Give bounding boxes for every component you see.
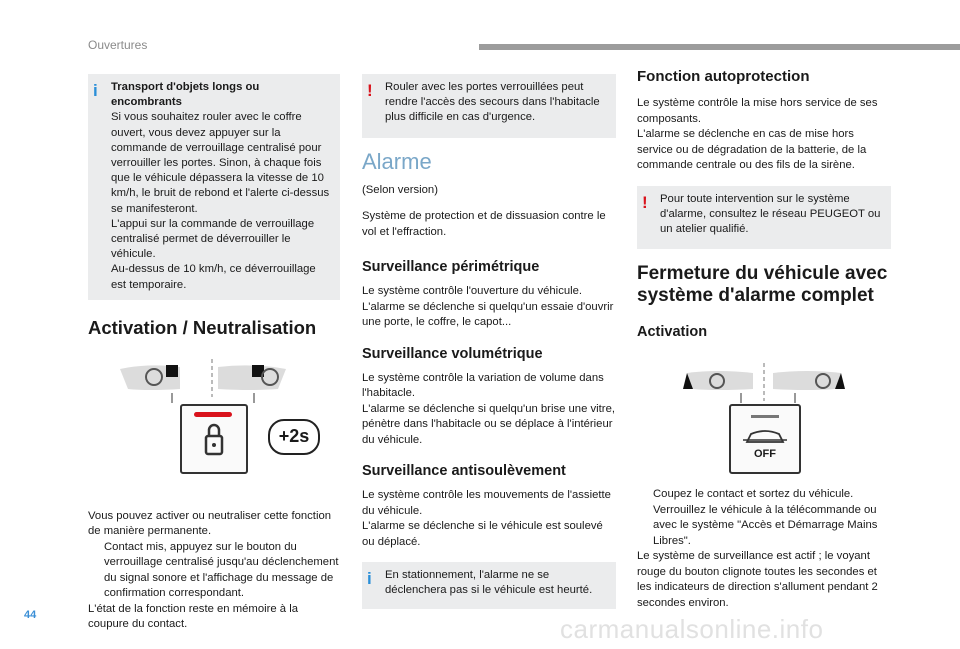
text-perimetrique: Le système contrôle l'ouverture du véhicule. L'alarme se déclenche si quelqu'un essaie d'ouvrir une porte, le coffre, le capot... <box>362 285 614 329</box>
activation-intro: Vous pouvez activer ou neutraliser cette fonction de manière permanente. <box>88 509 332 538</box>
list-item <box>88 540 340 602</box>
info-text: En stationnement, l'alarme ne se déclenchera pas si le véhicule est heurté. <box>385 569 593 597</box>
bullet-symbol <box>637 487 653 503</box>
warning-icon: ! <box>367 81 373 100</box>
header-bar <box>479 44 960 50</box>
lock-illustration <box>88 347 340 495</box>
page-title-alarme: Alarme <box>362 148 432 174</box>
info-icon: i <box>93 81 98 100</box>
info-icon: i <box>367 569 372 589</box>
alarm-off-button-icon[interactable] <box>729 404 801 474</box>
heading-activation-alarm: Activation <box>637 324 708 341</box>
alarm-description: Système de protection et de dissuasion contre le vol et l'effraction. <box>362 210 606 238</box>
info-box-title: Transport d'objets longs ou encombrants <box>111 81 260 109</box>
text-antisoulevement: Le système contrôle les mouvements de l'assiette du véhicule. L'alarme se déclenche si le véhicule est soulevé ou déplacé. <box>362 489 611 548</box>
text-autoprotection: Le système contrôle la mise hors service de ses composants. L'alarme se déclenche en cas de mise hors service ou de dégradation de la batterie, de la commande centrale ou des fils de la sirène. <box>637 97 878 171</box>
heading-volumetrique: Surveillance volumétrique <box>362 345 543 362</box>
warning-box-doors <box>362 74 616 138</box>
column-3 <box>637 68 891 611</box>
bullet-symbol <box>88 540 104 602</box>
off-label: OFF <box>754 448 776 461</box>
list-item <box>637 503 891 550</box>
heading-fermeture: Fermeture du véhicule avec système d'alarme complet <box>637 263 888 307</box>
warning-text: Pour toute intervention sur le système d'alarme, consultez le réseau PEUGEOT ou un atelier qualifié. <box>660 192 881 235</box>
lock-button-icon <box>180 404 248 474</box>
text-volumetrique: Le système contrôle la variation de volume dans l'habitacle. L'alarme se déclenche si quelqu'un brise une vitre, pénètre dans l'habitacle ou se déplace à l'intérieur du véhicule. <box>362 371 615 446</box>
heading-perimetrique: Surveillance périmétrique <box>362 259 540 276</box>
info-box-parking <box>362 562 616 608</box>
heading-antisoulevement: Surveillance antisoulèvement <box>362 463 566 480</box>
info-box-text: Si vous souhaitez rouler avec le coffre ouvert, vous devez appuyer sur la commande de verrouillage centralisé pour verrouiller les portes. Sinon, à chaque fois que le véhicule dépassera la vitesse de 10 km/h, le bruit de rebond et l'alerte ci-dessus se manifesteront. L'appui sur la commande de verrouillage centralisé permet de déverrouiller le véhicule. Au-dessus de 10 km/h, ce déverrouillage est temporaire. <box>111 111 330 291</box>
bullet-text: Contact mis, appuyez sur le bouton du verrouillage centralisé jusqu'au déclenchement du signal sonore et l'affichage du message de confirmation correspondant. <box>104 540 339 600</box>
column-1 <box>88 74 340 633</box>
heading-autoprotection: Fonction autoprotection <box>637 68 810 85</box>
warning-icon: ! <box>642 192 648 212</box>
list-item <box>637 487 891 503</box>
watermark: carmanualsonline.info <box>560 614 824 644</box>
bullet-symbol <box>637 503 653 550</box>
info-box-transport <box>88 74 340 300</box>
warning-text: Rouler avec les portes verrouillées peut rendre l'accès des secours dans l'habitacle plus difficile en cas d'urgence. <box>385 81 600 124</box>
bullet-text: Verrouillez le véhicule à la télécommande ou avec le système "Accès et Démarrage Mains Libres". <box>653 503 878 547</box>
version-note: (Selon version) <box>362 183 438 196</box>
warning-box-intervention <box>637 186 891 250</box>
page-number: 44 <box>24 609 37 621</box>
activation-outro: L'état de la fonction reste en mémoire à la coupure du contact. <box>88 602 299 631</box>
two-seconds-label: +2s <box>268 419 320 455</box>
heading-activation: Activation / Neutralisation <box>88 316 317 338</box>
header-section-title: Ouvertures <box>88 38 148 52</box>
alarm-illustration <box>637 351 891 481</box>
bullet-text: Coupez le contact et sortez du véhicule. <box>653 488 854 501</box>
column-2 <box>362 74 616 609</box>
activation-result-text: Le système de surveillance est actif ; le voyant rouge du bouton clignote toutes les secondes et les indicateurs de direction s'allument pendant 2 secondes environ. <box>637 550 878 609</box>
